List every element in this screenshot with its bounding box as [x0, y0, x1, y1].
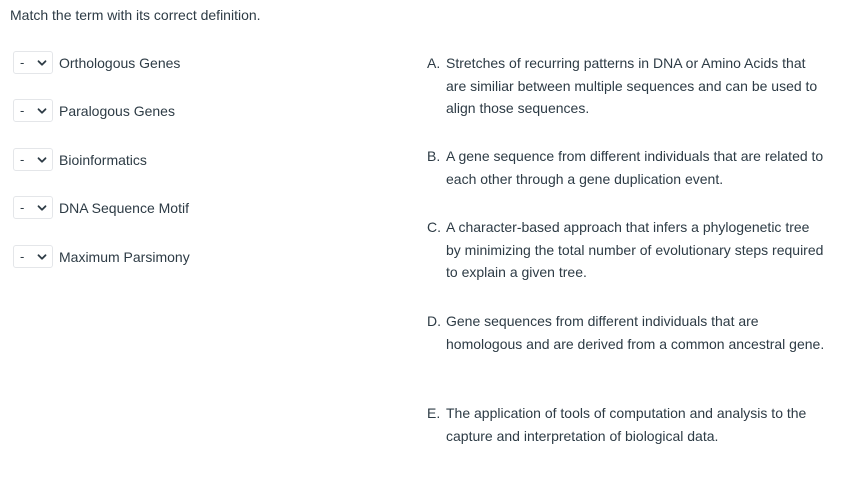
definition-b: [427, 145, 827, 190]
term-row-paralogous: [13, 98, 175, 123]
definition-d: [427, 310, 827, 355]
chevron-down-icon: [36, 251, 48, 263]
select-value: -: [20, 200, 25, 215]
chevron-down-icon: [36, 154, 48, 166]
term-label: Maximum Parsimony: [59, 248, 190, 265]
definition-text: Gene sequences from different individuals that are homologous and are derived from a common ancestral gene.: [446, 313, 825, 352]
match-select-max-parsimony[interactable]: [13, 245, 53, 268]
select-value: -: [20, 103, 25, 118]
match-select-dna-motif[interactable]: [13, 196, 53, 219]
match-select-orthologous[interactable]: [13, 51, 53, 74]
definition-letter: D.: [427, 313, 441, 329]
term-label: Paralogous Genes: [59, 102, 175, 119]
definition-a: [427, 52, 827, 120]
select-value: -: [20, 55, 25, 70]
definition-text: Stretches of recurring patterns in DNA or Amino Acids that are similiar between multiple sequences and can be used to align those sequences.: [446, 55, 818, 116]
term-row-dna-motif: [13, 195, 189, 220]
term-row-bioinformatics: [13, 147, 147, 172]
term-row-orthologous: [13, 50, 180, 75]
term-row-max-parsimony: [13, 244, 190, 269]
definition-letter: B.: [427, 148, 441, 164]
select-value: -: [20, 249, 25, 264]
definition-e: [427, 402, 827, 447]
definition-letter: A.: [427, 55, 441, 71]
chevron-down-icon: [36, 57, 48, 69]
instructions-text: Match the term with its correct definition.: [10, 7, 261, 23]
definition-text: The application of tools of computation and analysis to the capture and interpretation of biological data.: [446, 405, 807, 444]
definition-letter: E.: [427, 405, 441, 421]
term-label: DNA Sequence Motif: [59, 199, 189, 216]
match-select-bioinformatics[interactable]: [13, 148, 53, 171]
select-value: -: [20, 152, 25, 167]
definition-text: A character-based approach that infers a phylogenetic tree by minimizing the total number of evolutionary steps required to explain a given tree.: [446, 219, 824, 280]
definition-text: A gene sequence from different individuals that are related to each other through a gene duplication event.: [446, 148, 824, 187]
term-label: Orthologous Genes: [59, 54, 181, 71]
definition-letter: C.: [427, 219, 441, 235]
chevron-down-icon: [36, 105, 48, 117]
match-select-paralogous[interactable]: [13, 99, 53, 122]
term-label: Bioinformatics: [59, 151, 147, 168]
definition-c: [427, 216, 827, 284]
chevron-down-icon: [36, 202, 48, 214]
